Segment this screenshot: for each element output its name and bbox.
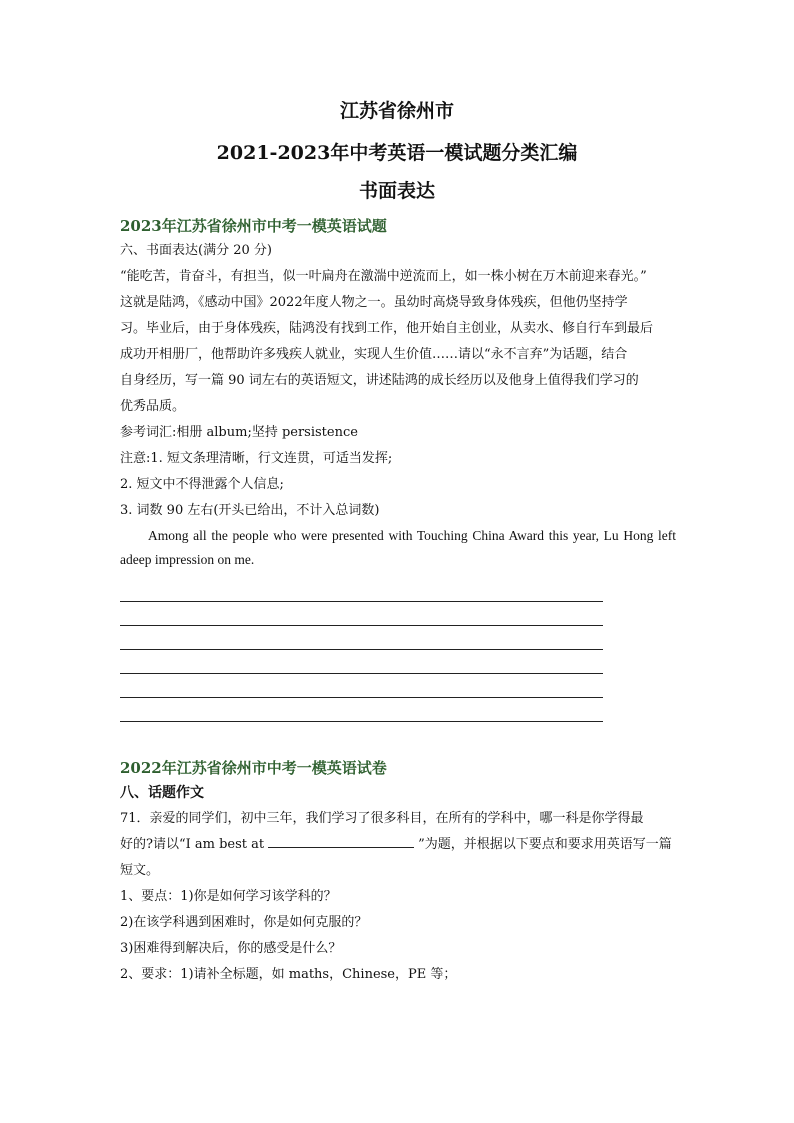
question-line: 71．亲爱的同学们，初中三年，我们学习了很多科目，在所有的学科中，哪一科是你学得最 <box>120 811 644 826</box>
prompt-line: 自身经历，写一篇 90 词左右的英语短文，讲述陆鸿的成长经历以及他身上值得我们学习的 <box>120 373 639 388</box>
note-item: 注意:1. 短文条理清晰，行文连贯，可适当发挥; <box>120 451 393 466</box>
essay-opening: Among all the people who were presented with Touching China Award this year, Lu Hong left adeep impression on me. <box>120 528 676 567</box>
question-line: 短文。 <box>120 863 160 878</box>
question-text: ”为题，并根据以下要点和要求用英语写一篇 <box>418 837 672 852</box>
section-heading-2022: 2022年江苏省徐州市中考一模英语试卷 <box>120 759 387 777</box>
note-item: 2. 短文中不得泄露个人信息; <box>120 477 284 492</box>
doc-title-topic: 书面表达 <box>358 180 435 202</box>
note-item: 3. 词数 90 左右(开头已给出，不计入总词数) <box>120 503 380 518</box>
section-heading-2023: 2023年江苏省徐州市中考一模英语试题 <box>120 217 387 235</box>
answer-line[interactable] <box>120 602 603 626</box>
question-line <box>120 832 676 858</box>
doc-title-main: 2021-2023年中考英语一模试题分类汇编 <box>216 142 578 164</box>
question-text: 好的?请以“I am best at <box>120 837 265 852</box>
prompt-line: 这就是陆鸿，《感动中国》2022年度人物之一。虽幼时高烧导致身体残疾，但他仍坚持学 <box>120 295 628 310</box>
prompt-line: 优秀品质。 <box>120 399 186 414</box>
requirement-item: 2、要求：1)请补全标题，如 maths，Chinese，PE 等； <box>120 967 457 982</box>
doc-title-region: 江苏省徐州市 <box>339 100 454 122</box>
answer-line[interactable] <box>120 650 603 674</box>
vocab-hint: 参考词汇:相册 album;坚持 persistence <box>120 425 358 440</box>
part-label: 六、书面表达(满分 20 分) <box>120 243 272 258</box>
answer-line[interactable] <box>120 578 603 602</box>
requirement-item: 2)在该学科遇到困难时，你是如何克服的？ <box>120 915 368 930</box>
document-body <box>120 214 676 988</box>
prompt-line: “能吃苦，肯奋斗，有担当，似一叶扁舟在激湍中逆流而上，如一株小树在万木前迎来春光。” <box>120 269 647 284</box>
requirement-item: 1、要点：1)你是如何学习该学科的？ <box>120 889 337 904</box>
prompt-line: 习。毕业后，由于身体残疾，陆鸿没有找到工作，他开始自主创业，从卖水、修自行车到最后 <box>120 321 654 336</box>
answer-line[interactable] <box>120 626 603 650</box>
prompt-line: 成功开相册厂，他帮助许多残疾人就业，实现人生价值……请以“永不言弃”为话题，结合 <box>120 347 628 362</box>
answer-line[interactable] <box>120 674 603 698</box>
answer-lines <box>120 578 603 722</box>
title-blank[interactable] <box>268 834 414 848</box>
answer-line[interactable] <box>120 698 603 722</box>
requirement-item: 3)困难得到解决后，你的感受是什么？ <box>120 941 342 956</box>
part-label: 八、话题作文 <box>120 785 204 801</box>
